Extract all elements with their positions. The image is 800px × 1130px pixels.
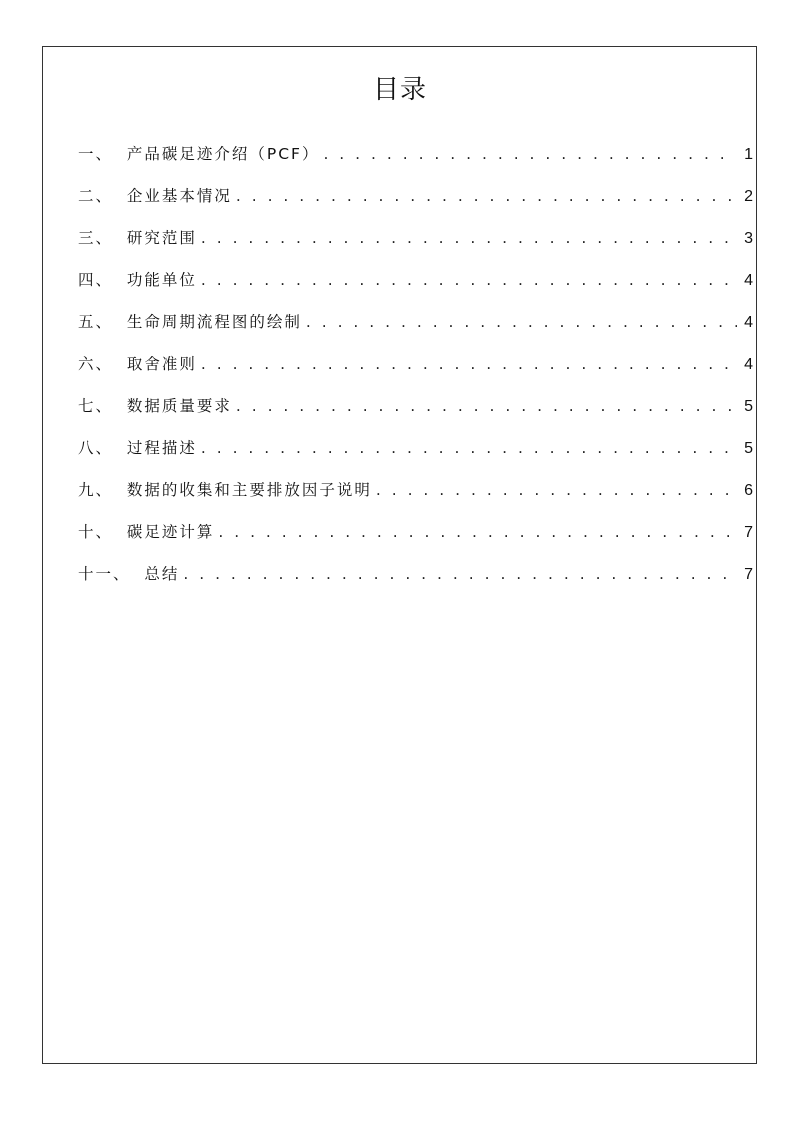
toc-dot-leader	[183, 558, 737, 590]
toc-entry-9[interactable]	[78, 474, 753, 516]
toc-entry-title: 数据质量要求	[126, 397, 232, 415]
toc-entry-2[interactable]	[78, 180, 753, 222]
toc-dot-leader	[201, 432, 737, 464]
toc-entry-10[interactable]	[78, 516, 753, 558]
toc-entry-title: 总结	[144, 565, 180, 583]
toc-entry-4[interactable]	[78, 264, 753, 306]
toc-entry-title: 功能单位	[126, 271, 197, 289]
toc-title: 目录	[372, 75, 427, 105]
toc-entry-page: 4	[744, 314, 753, 331]
toc-entry-title: 生命周期流程图的绘制	[126, 313, 302, 331]
toc-dot-leader	[236, 390, 737, 422]
toc-entry-title: 产品碳足迹介绍（PCF）	[126, 145, 320, 163]
toc-entry-page: 7	[744, 524, 753, 541]
toc-list	[78, 138, 753, 600]
toc-dot-leader	[201, 264, 737, 296]
toc-entry-number: 四、	[78, 271, 127, 289]
toc-entry-6[interactable]	[78, 348, 753, 390]
toc-entry-title: 数据的收集和主要排放因子说明	[126, 481, 372, 499]
toc-entry-number: 十一、	[78, 565, 145, 583]
toc-entry-number: 二、	[78, 187, 127, 205]
toc-entry-title: 企业基本情况	[126, 187, 232, 205]
toc-entry-8[interactable]	[78, 432, 753, 474]
toc-entry-page: 5	[744, 440, 753, 457]
toc-entry-page: 3	[744, 230, 753, 247]
toc-entry-page: 7	[744, 566, 753, 583]
toc-entry-page: 4	[744, 356, 753, 373]
toc-entry-number: 十、	[78, 523, 127, 541]
toc-entry-11[interactable]	[78, 558, 753, 600]
toc-entry-page: 5	[744, 398, 753, 415]
toc-dot-leader	[323, 138, 737, 170]
toc-entry-number: 一、	[78, 145, 127, 163]
toc-entry-title: 碳足迹计算	[126, 523, 215, 541]
toc-entry-page: 1	[744, 146, 753, 163]
toc-dot-leader	[376, 474, 737, 506]
toc-entry-number: 六、	[78, 355, 127, 373]
toc-entry-title: 取舍准则	[126, 355, 197, 373]
toc-entry-number: 三、	[78, 229, 127, 247]
toc-dot-leader	[236, 180, 737, 212]
toc-entry-page: 2	[744, 188, 753, 205]
toc-entry-3[interactable]	[78, 222, 753, 264]
toc-entry-title: 过程描述	[126, 439, 197, 457]
toc-entry-5[interactable]	[78, 306, 753, 348]
toc-dot-leader	[201, 348, 737, 380]
toc-dot-leader	[306, 306, 737, 338]
toc-dot-leader	[218, 516, 737, 548]
toc-entry-number: 五、	[78, 313, 127, 331]
toc-entry-page: 6	[744, 482, 753, 499]
toc-entry-number: 九、	[78, 481, 127, 499]
toc-entry-7[interactable]	[78, 390, 753, 432]
toc-entry-number: 七、	[78, 397, 127, 415]
toc-dot-leader	[201, 222, 737, 254]
toc-entry-page: 4	[744, 272, 753, 289]
toc-entry-number: 八、	[78, 439, 127, 457]
toc-entry-1[interactable]	[78, 138, 753, 180]
toc-entry-title: 研究范围	[126, 229, 197, 247]
